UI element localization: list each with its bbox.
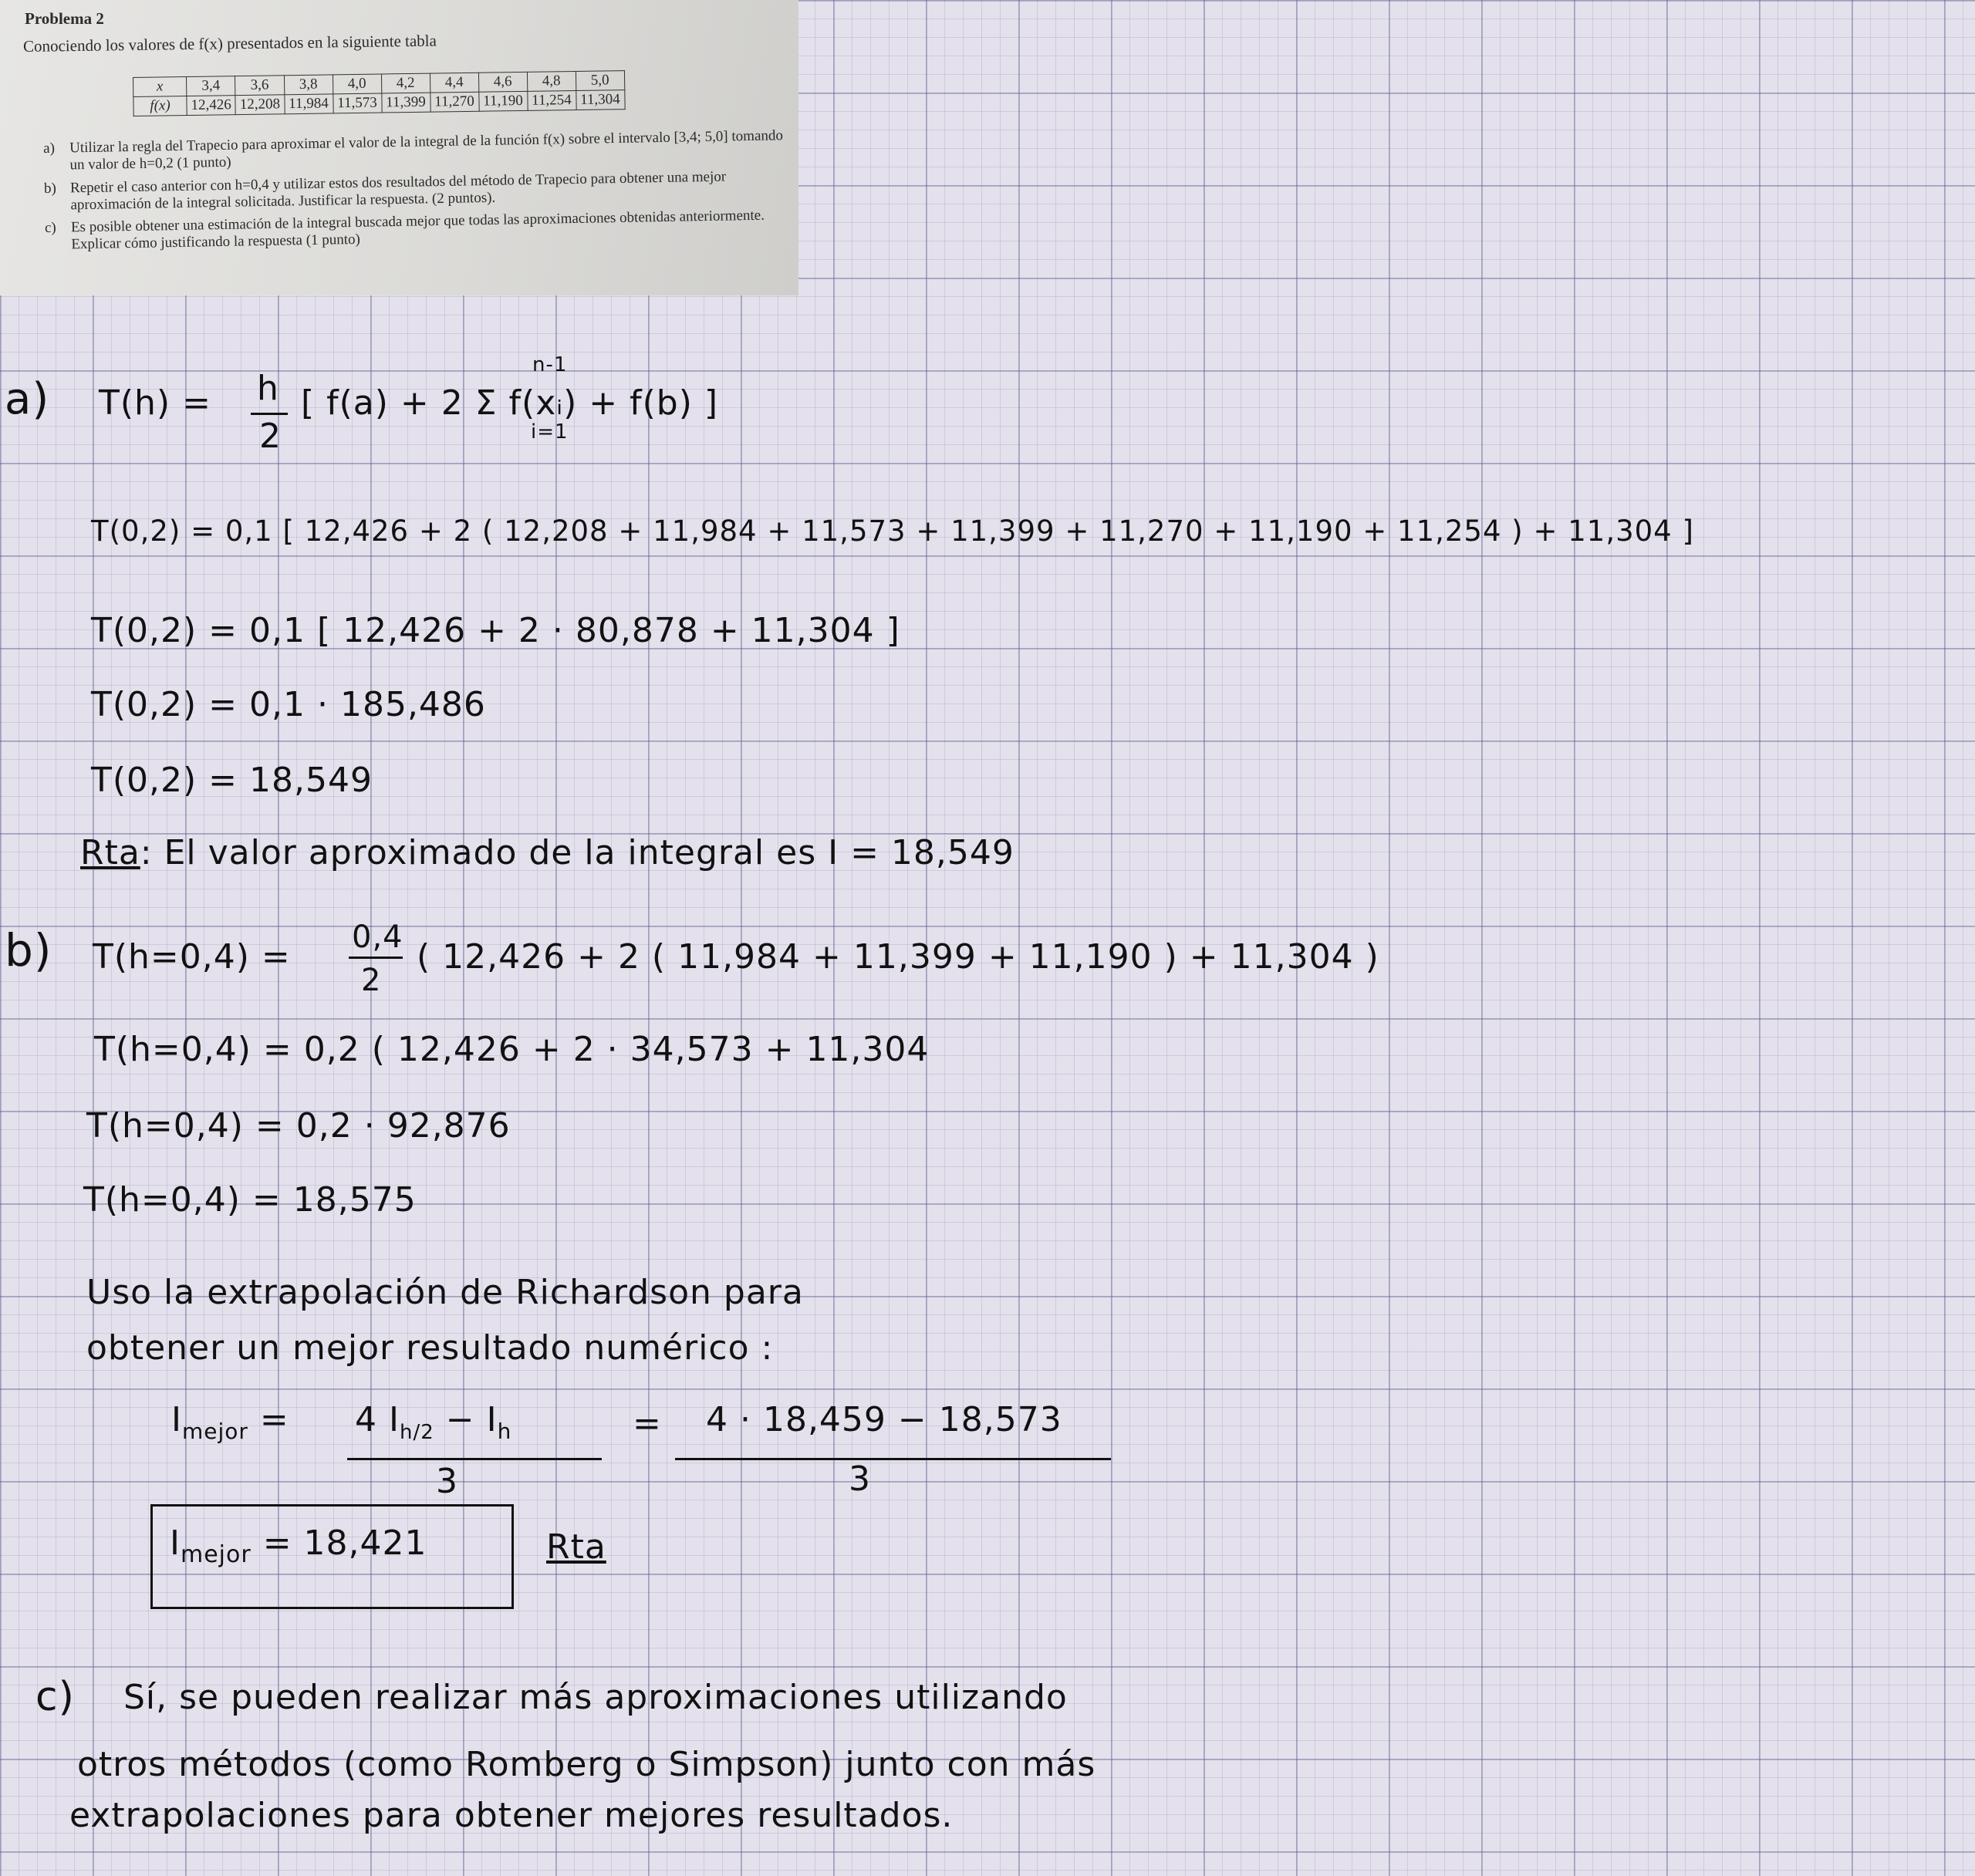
problem-title: Problema 2 — [25, 9, 104, 28]
part-b-line3: T(h=0,4) = 0,2 · 92,876 — [86, 1106, 511, 1146]
part-c-text-1: Sí, se pueden realizar más aproximaciones utilizando — [123, 1678, 1068, 1717]
part-a-answer — [80, 833, 1015, 872]
part-c-label: c) — [35, 1674, 75, 1720]
table-cell: 4,0 — [333, 74, 381, 94]
fraction-bar — [251, 413, 288, 415]
result-lhs: I — [170, 1523, 181, 1563]
richardson-num-sub: h/2 — [399, 1420, 434, 1444]
question-label: c) — [44, 220, 56, 237]
part-c-text-3: extrapolaciones para obtener mejores resultados. — [69, 1796, 954, 1835]
table-cell: 11,573 — [333, 93, 381, 113]
table-cell: 11,190 — [478, 91, 527, 111]
sum-upper-limit: n-1 — [532, 353, 568, 376]
part-b-line1-num: 0,4 — [352, 919, 403, 955]
values-table — [133, 70, 625, 116]
question-b — [44, 167, 785, 214]
part-b-line4: T(h=0,4) = 18,575 — [83, 1180, 417, 1220]
trapezoid-formula-lhs: T(h) = — [99, 383, 211, 423]
result-value — [170, 1523, 427, 1568]
table-cell: 4,4 — [430, 73, 478, 93]
table-cell: 11,270 — [430, 92, 478, 112]
part-a-label: a) — [5, 374, 50, 424]
part-c-text-2: otros métodos (como Romberg o Simpson) junto con más — [77, 1745, 1096, 1784]
equals-sign: = — [633, 1404, 662, 1443]
problem-photo — [0, 0, 798, 295]
table-cell: 4,8 — [527, 71, 576, 91]
question-c — [45, 208, 786, 254]
trapezoid-formula-body: [ f(a) + 2 Σ f(xᵢ) + f(b) ] — [301, 383, 719, 423]
richardson-lhs: $I_{mejor}$ = — [171, 1400, 289, 1444]
fraction-bar — [675, 1458, 1111, 1460]
richardson-num-tail-sub: h — [497, 1418, 512, 1444]
table-cell: 11,254 — [527, 90, 576, 110]
table-cell: 4,2 — [381, 73, 430, 93]
part-b-answer-label: Rta — [546, 1527, 606, 1567]
part-b-line1-den: 2 — [361, 963, 382, 998]
richardson-lhs-symbol: I — [171, 1400, 182, 1439]
part-b-line2: T(h=0,4) = 0,2 ( 12,426 + 2 · 34,573 + 11,304 — [94, 1030, 930, 1069]
table-cell: 3,4 — [187, 76, 236, 96]
part-a-line1: T(0,2) = 0,1 [ 12,426 + 2 ( 12,208 + 11,984 + 11,573 + 11,399 + 11,270 + 11,190 + 11,254 ) + 11,304 ] — [91, 515, 1694, 548]
table-cell: 12,426 — [187, 96, 236, 116]
part-a-line4: T(0,2) = 18,549 — [91, 761, 373, 800]
question-text: Es posible obtener una estimación de la integral buscada mejor que todas las aproximaciones obtenidas anteriormente. Explicar cómo justificando la respuesta (1 punto) — [70, 208, 765, 253]
question-a — [43, 127, 785, 174]
question-label: a) — [43, 140, 56, 157]
part-a-line3: T(0,2) = 0,1 · 185,486 — [91, 685, 486, 724]
fraction-bar — [349, 957, 403, 959]
part-b-label: b) — [5, 924, 52, 977]
question-label: b) — [43, 180, 57, 197]
problem-intro: Conociendo los valores de f(x) presentados en la siguiente tabla — [22, 31, 437, 56]
part-a-line2: T(0,2) = 0,1 [ 12,426 + 2 · 80,878 + 11,304 ] — [91, 611, 900, 650]
richardson-num — [355, 1400, 511, 1444]
question-text: Repetir el caso anterior con h=0,4 y utilizar estos dos resultados del método de Trapecio para obtener una mejor aproximación de la integral solicitada. Justificar la respuesta. (2 puntos). — [69, 168, 727, 213]
result-lhs-sub: mejor — [180, 1540, 252, 1568]
table-cell: 12,208 — [235, 95, 285, 115]
table-cell: 4,6 — [478, 72, 527, 92]
table-cell: 3,6 — [235, 76, 285, 96]
result-number: = 18,421 — [262, 1523, 427, 1563]
table-header-fx: f(x) — [133, 96, 187, 116]
part-b-line1-lhs: T(h=0,4) = — [93, 937, 291, 977]
richardson-num-values: 4 · 18,459 − 18,573 — [706, 1400, 1062, 1439]
richardson-num-head: 4 I — [355, 1400, 400, 1439]
table-cell: 3,8 — [284, 75, 333, 95]
answer-label: Rta — [80, 833, 140, 872]
richardson-lhs-sub: mejor — [181, 1418, 248, 1444]
part-b-line1-body: ( 12,426 + 2 ( 11,984 + 11,399 + 11,190 ) + 11,304 ) — [417, 937, 1379, 977]
richardson-text-1: Uso la extrapolación de Richardson para — [86, 1273, 804, 1312]
trapezoid-formula-num: h — [257, 369, 279, 408]
table-cell: 11,304 — [576, 90, 624, 110]
question-list — [43, 127, 786, 260]
question-text: Utilizar la regla del Trapecio para aproximar el valor de la integral de la función f(x) sobre el intervalo [3,4; 5,0] tomando un valor de h=0,2 (1 punto) — [69, 127, 784, 174]
richardson-num-tail: − I — [445, 1400, 498, 1439]
sum-lower-limit: i=1 — [531, 420, 569, 444]
richardson-text-2: obtener un mejor resultado numérico : — [86, 1328, 774, 1368]
fraction-bar — [347, 1458, 602, 1460]
richardson-den: 3 — [436, 1462, 458, 1501]
table-cell: 5,0 — [576, 71, 624, 91]
table-cell: 11,399 — [381, 93, 430, 113]
richardson-den-values: 3 — [849, 1459, 871, 1499]
answer-text: : El valor aproximado de la integral es I = 18,549 — [140, 833, 1015, 872]
table-cell: 11,984 — [284, 94, 333, 114]
trapezoid-formula-den: 2 — [259, 417, 282, 456]
table-header-x: x — [133, 77, 187, 97]
